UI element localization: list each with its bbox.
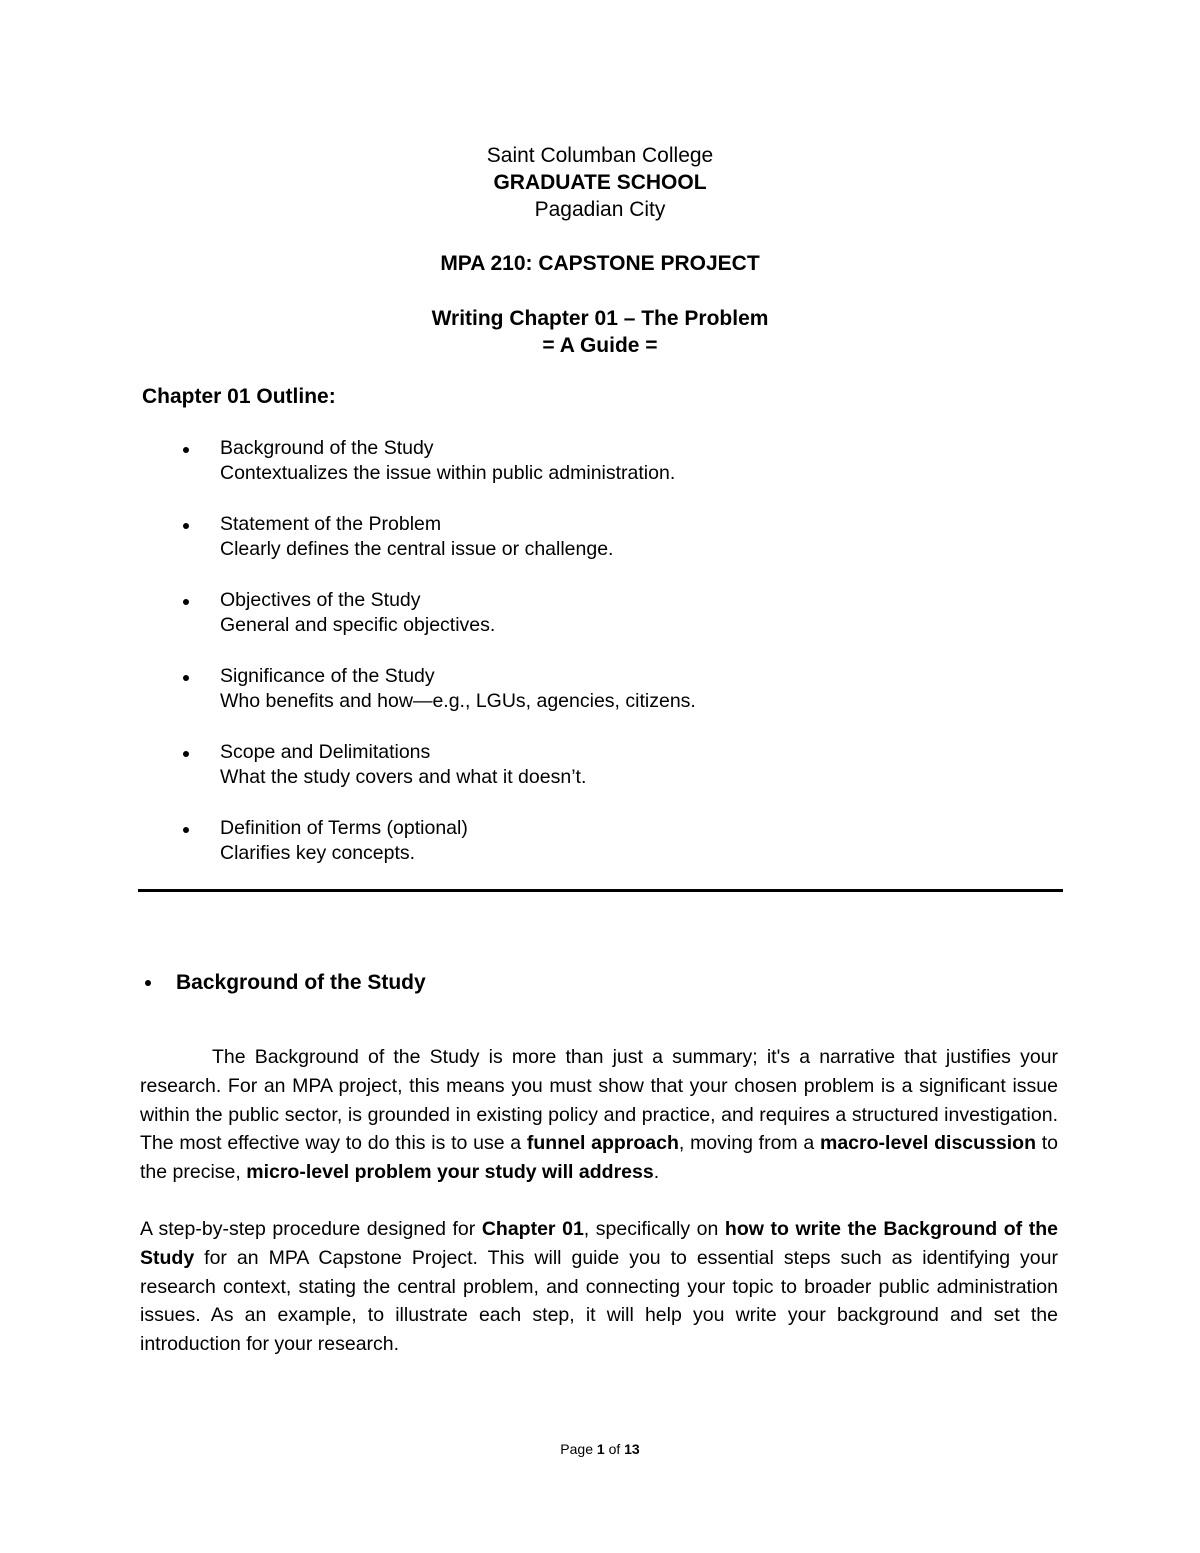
section-heading [142, 969, 426, 997]
bullet-icon [145, 980, 151, 986]
outline-item-description: Who benefits and how—e.g., LGUs, agencies, citizens. [220, 690, 696, 712]
bullet-icon [183, 751, 189, 757]
emphasis-text: funnel approach [526, 1132, 679, 1155]
institution-name: Saint Columban College [486, 144, 714, 167]
background-paragraph-2 [140, 1215, 1058, 1359]
outline-item-title: Background of the Study [220, 437, 434, 459]
course-title: MPA 210: CAPSTONE PROJECT [440, 252, 760, 275]
outline-list [142, 436, 1042, 892]
outline-item [142, 816, 1042, 892]
of-word: of [608, 1441, 621, 1457]
outline-item [142, 512, 1042, 588]
emphasis-text: Chapter 01 [481, 1218, 584, 1240]
outline-item-description: Clarifies key concepts. [220, 842, 416, 864]
outline-item [142, 740, 1042, 816]
bullet-icon [183, 827, 189, 833]
section-divider [138, 889, 1063, 892]
paragraph-text: The Background of the Study is more than just a summary; it's a narrative that justifies your research. For an MPA project, this means you must show that your chosen problem is a significant issue within the public sector, is grounded in existing policy and practice, and requires a structured investigation. The most effective way to do this is to use a [140, 1046, 1058, 1155]
background-paragraph-1 [140, 1043, 1058, 1187]
outline-item-title: Statement of the Problem [220, 513, 442, 535]
outline-item [142, 436, 1042, 512]
page-word: Page [560, 1441, 593, 1457]
emphasis-text: micro-level problem your study will address [246, 1161, 654, 1184]
paragraph-text: . [653, 1161, 660, 1184]
outline-item-title: Definition of Terms (optional) [220, 817, 468, 839]
outline-item-title: Significance of the Study [220, 665, 435, 687]
emphasis-text: how to write the Background of the Study [140, 1218, 1058, 1269]
outline-item [142, 664, 1042, 740]
paragraph-text: to the precise, [140, 1132, 1059, 1184]
paragraph-text: for an MPA Capstone Project. This will guide you to essential steps such as identifying your research context, stating the central problem, and connecting your topic to broader public administration issues. As an example, to illustrate each step, it will help you write your background and set the introduction for your research. [140, 1246, 1058, 1356]
paragraph-text: A step-by-step procedure designed for [140, 1218, 482, 1240]
document-title: Writing Chapter 01 – The Problem [431, 307, 769, 330]
outline-item-title: Scope and Delimitations [220, 741, 431, 763]
section-heading-text: Background of the Study [176, 971, 426, 994]
total-pages: 13 [624, 1441, 640, 1457]
outline-item-title: Objectives of the Study [220, 589, 421, 611]
outline-item-description: Clearly defines the central issue or challenge. [220, 538, 614, 560]
outline-item [142, 588, 1042, 664]
bullet-icon [183, 523, 189, 529]
page-number: 1 [596, 1441, 605, 1457]
outline-item-description: Contextualizes the issue within public administration. [220, 462, 676, 484]
outline-heading: Chapter 01 Outline: [142, 385, 336, 408]
outline-item-description: What the study covers and what it doesn’t. [220, 766, 587, 788]
paragraph-text: , specifically on [583, 1218, 725, 1240]
bullet-icon [183, 675, 189, 681]
bullet-icon [183, 599, 189, 605]
outline-item-description: General and specific objectives. [220, 614, 496, 636]
document-subtitle: = A Guide = [542, 334, 658, 357]
city-name: Pagadian City [534, 198, 666, 221]
page-footer [0, 1440, 1200, 1458]
bullet-icon [183, 447, 189, 453]
paragraph-text: , moving from a [678, 1132, 820, 1155]
school-name: GRADUATE SCHOOL [493, 171, 707, 194]
emphasis-text: macro-level discussion [820, 1132, 1036, 1155]
